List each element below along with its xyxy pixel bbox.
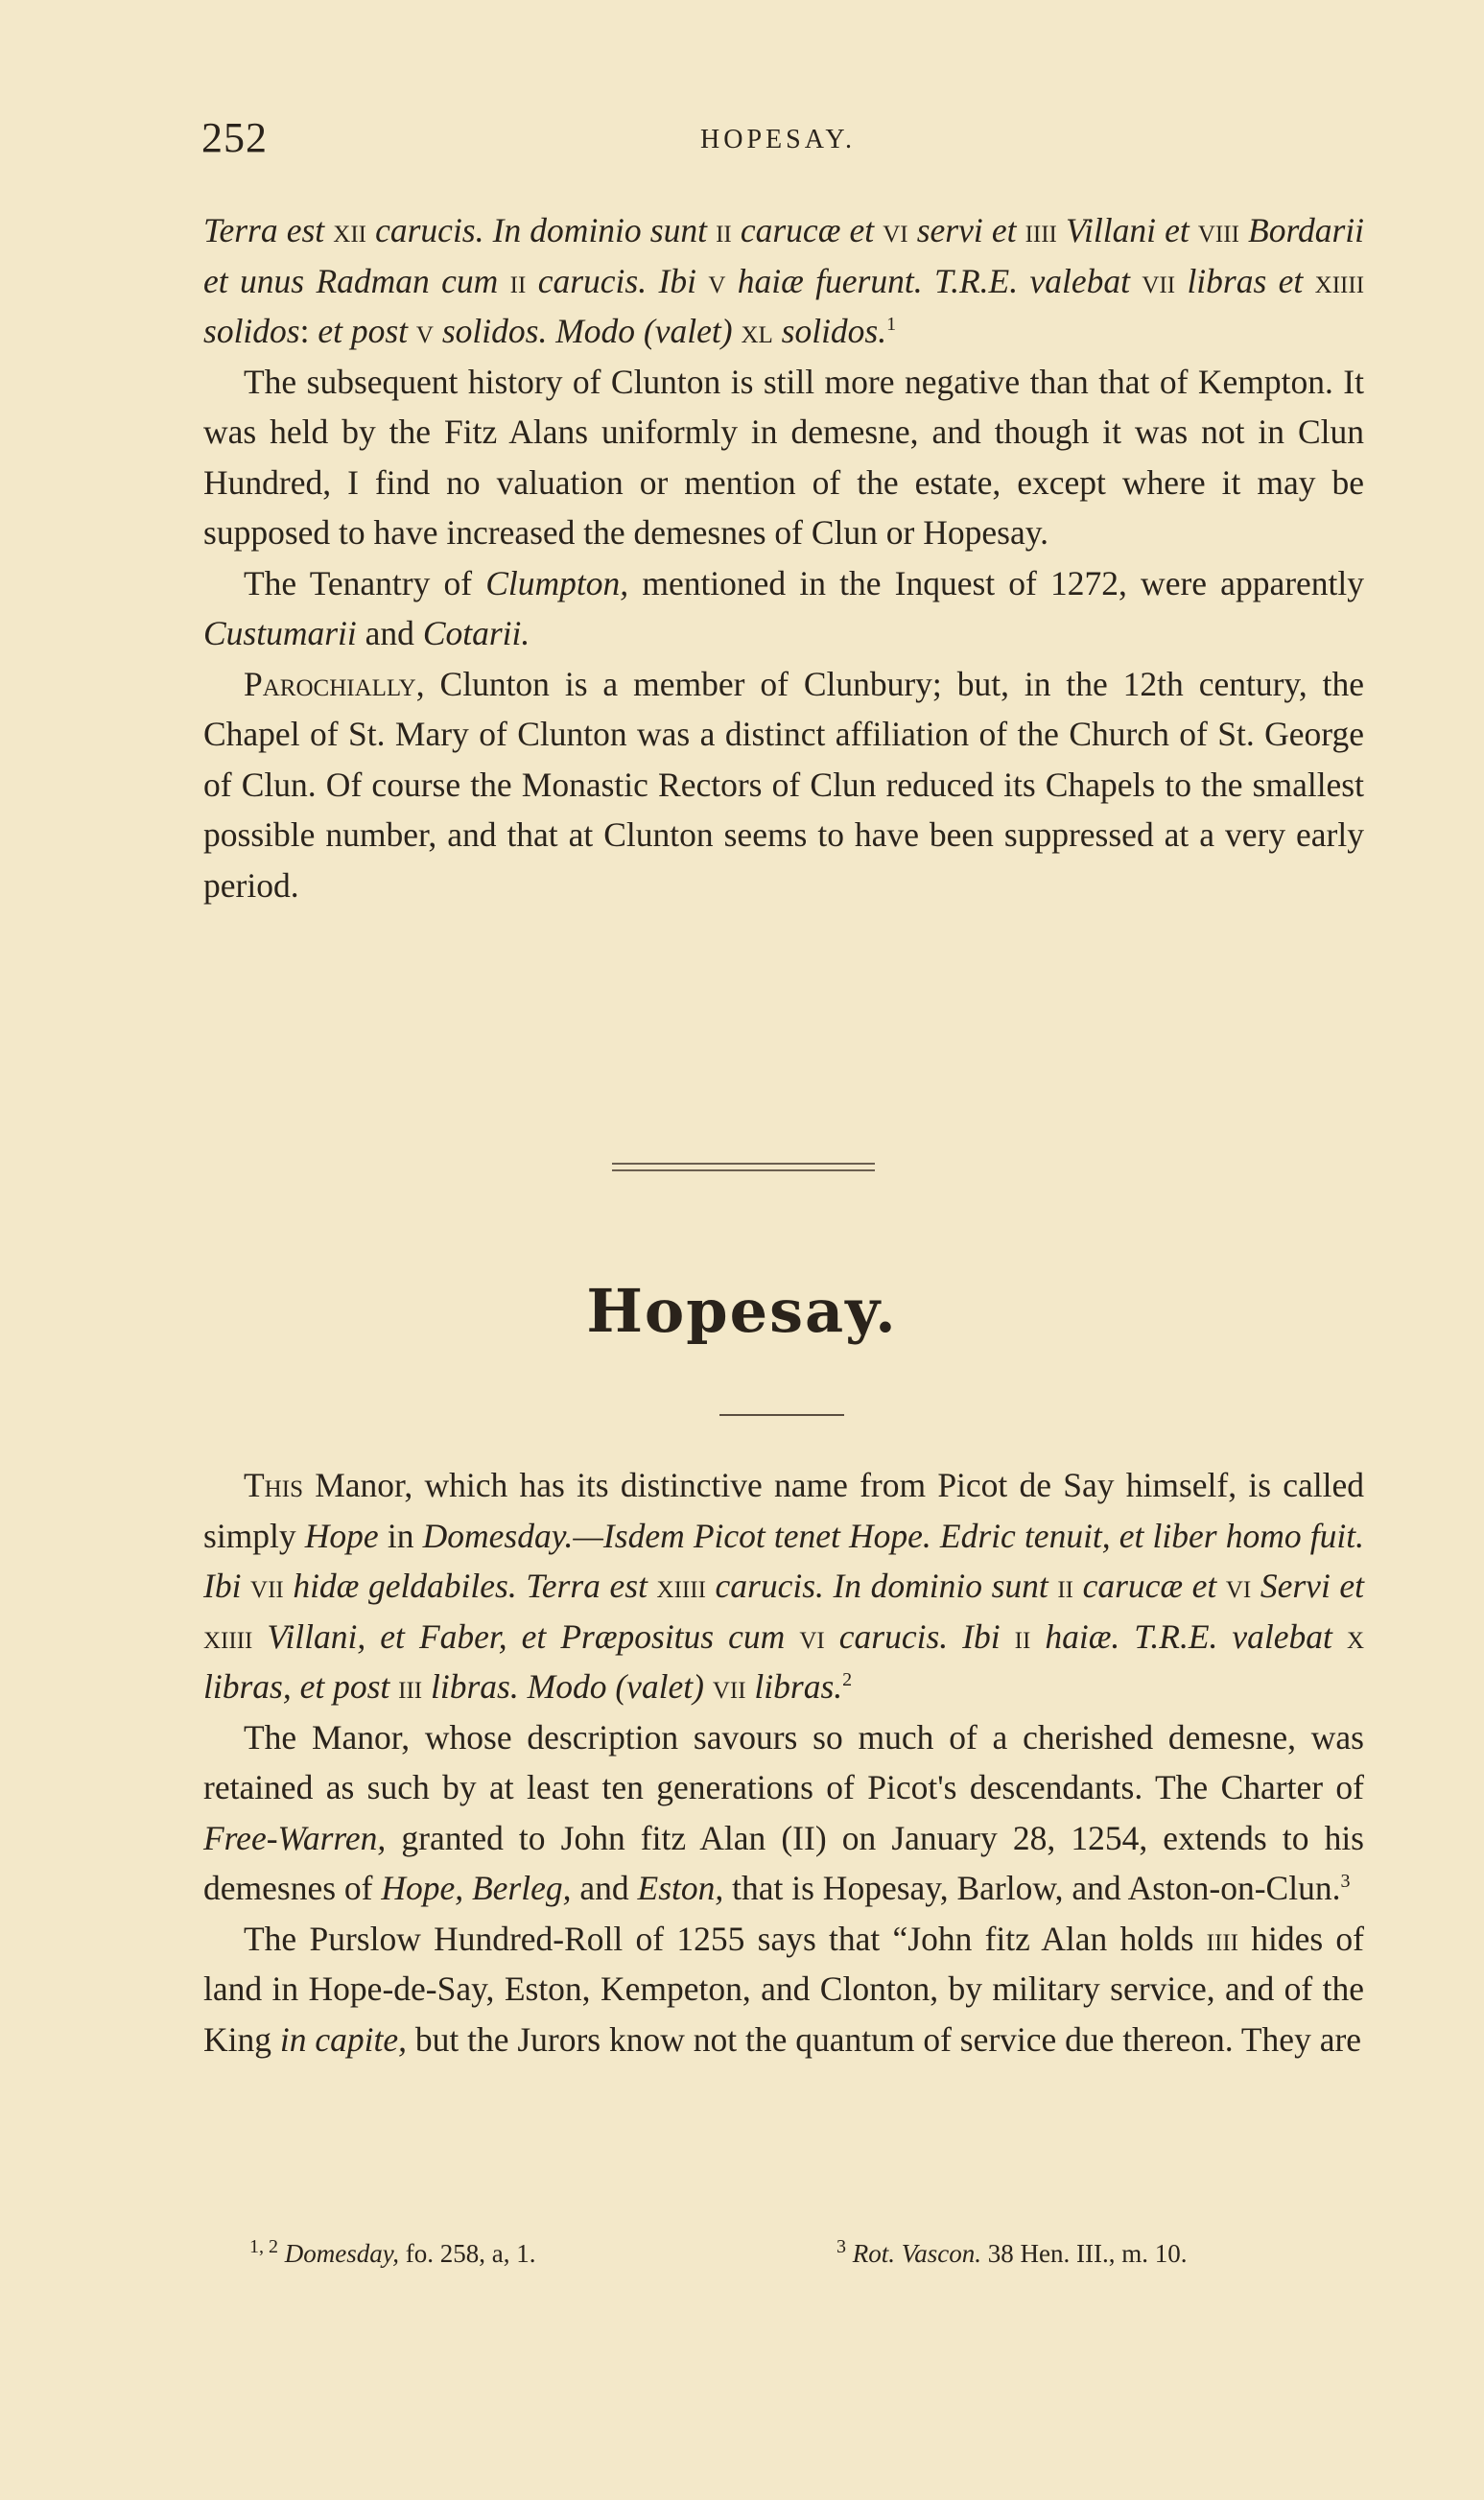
footnote-1-2: $^{1, 2}$ Domesday, fo. 258, a, 1. bbox=[249, 2236, 536, 2268]
clunton-text-block bbox=[203, 205, 1364, 910]
paragraph-clunton-history: The subsequent history of Clunton is still more negative than that of Kempton. It was held by the Fitz Alans uniformly in demesne, and though it was not in Clun Hundred, I find no valuation or mention of the estate, except where it may be supposed to have increased the demesnes of Clun or Hopesay. bbox=[203, 362, 1364, 552]
paragraph-manor-domesday: This Manor, which has its distinctive name from Picot de Say himself, is called simply Hope in Domesday.—Isdem Picot tenet Hope. Edric tenuit, et liber homo fuit. Ibi vii hidæ geldabiles. Terra est xiiii carucis. In dominio sunt ii carucæ et vi Servi et xiiii Villani, et Faber, et Præpositus cum vi carucis. Ibi ii haiæ. T.R.E. valebat x libras, et post iii libras. Modo (valet) vii libras.$^2$ bbox=[203, 1466, 1365, 1706]
footnote-ref: 3 bbox=[1340, 1871, 1351, 1893]
footnote-ref: 1 bbox=[886, 314, 897, 336]
domesday-extract-clunton: Terra est xii carucis. In dominio sunt ii carucæ et vi servi et iiii Villani et viii Bordarii et unus Radman cum ii carucis. Ibi v haiæ fuerunt. T.R.E. valebat vii libras et xiiii solidos: et post v solidos. Modo (valet) xl solidos.$^1$ bbox=[203, 211, 1365, 350]
paragraph-hundred-roll: The Purslow Hundred-Roll of 1255 says that “John fitz Alan holds iiii hides of land in Hope-de-Say, Eston, Kempeton, and Clonton, by military service, and of the King in capite, but the Jurors know not the quantum of service due thereon. They are bbox=[203, 1919, 1364, 2059]
footnotes bbox=[249, 2236, 1362, 2277]
paragraph-parochially: Parochially, Clunton is a member of Clunbury; but, in the 12th century, the Chapel of St. Mary of Clunton was a distinct affiliation of the Church of St. George of Clun. Of course the Monastic Rectors of Clun reduced its Chapels to the smallest possible number, and that at Clunton seems to have been suppressed at a very early period. bbox=[203, 664, 1364, 905]
running-head: HOPESAY. bbox=[700, 125, 856, 154]
title-underline bbox=[719, 1414, 844, 1416]
paragraph-tenantry: The Tenantry of Clumpton, mentioned in the Inquest of 1272, were apparently Custumarii and Cotarii. bbox=[203, 563, 1364, 652]
hopesay-text-block bbox=[203, 1460, 1364, 2064]
section-divider-double bbox=[612, 1163, 875, 1171]
section-title: Hopesay. bbox=[586, 1276, 898, 1346]
footnote-ref: 2 bbox=[842, 1669, 853, 1691]
page-number: 252 bbox=[201, 114, 268, 161]
footnote-3: $^3$ Rot. Vascon. 38 Hen. III., m. 10. bbox=[836, 2236, 1188, 2268]
paragraph-manor-demesne: The Manor, whose description savours so much of a cherished demesne, was retained as such by at least ten generations of Picot's descendants. The Charter of Free-Warren, granted to John fitz Alan (II) on January 28, 1254, extends to his demesnes of Hope, Berleg, and Eston, that is Hopesay, Barlow, and Aston-on-Clun.$^3$ bbox=[203, 1717, 1364, 1907]
page-header bbox=[201, 113, 1372, 171]
